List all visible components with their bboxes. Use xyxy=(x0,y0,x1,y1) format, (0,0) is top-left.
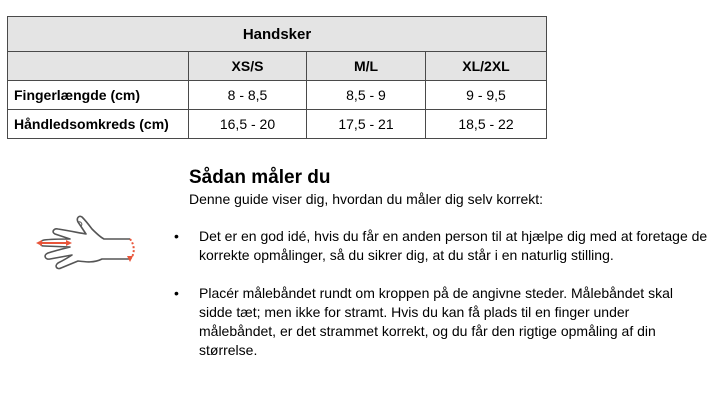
table-cell: 17,5 - 21 xyxy=(307,110,426,139)
table-cell: 18,5 - 22 xyxy=(426,110,547,139)
bullet-icon: • xyxy=(174,285,179,301)
row-label: Håndledsomkreds (cm) xyxy=(8,110,189,139)
guide-list xyxy=(174,227,709,360)
table-cell: 9 - 9,5 xyxy=(426,81,547,110)
list-item xyxy=(174,227,709,265)
measuring-guide xyxy=(174,166,709,379)
row-label: Fingerlængde (cm) xyxy=(8,81,189,110)
size-header: XL/2XL xyxy=(426,52,547,81)
list-item xyxy=(174,284,709,360)
size-table xyxy=(7,16,547,139)
table-cell: 8,5 - 9 xyxy=(307,81,426,110)
header-empty xyxy=(8,52,189,81)
size-header: M/L xyxy=(307,52,426,81)
list-item-text: Det er en god idé, hvis du får en anden person til at hjælpe dig med at foretage de korrekte opmålinger, så du sikrer dig, at du står i en naturlig stilling. xyxy=(199,228,708,263)
list-item-text: Placér målebåndet rundt om kroppen på de angivne steder. Målebåndet skal sidde tæt; men ikke for stramt. Hvis du kan få plads til en finger under målebåndet, er det strammet korrekt, og du får den rigtige opmåling af din størrelse. xyxy=(199,285,673,358)
table-header-row xyxy=(8,52,547,81)
hand-measure-icon xyxy=(34,215,138,277)
table-cell: 16,5 - 20 xyxy=(189,110,307,139)
table-row xyxy=(8,110,547,139)
table-cell: 8 - 8,5 xyxy=(189,81,307,110)
table-title: Handsker xyxy=(8,17,547,52)
guide-intro: Denne guide viser dig, hvordan du måler dig selv korrekt: xyxy=(189,191,544,207)
size-header: XS/S xyxy=(189,52,307,81)
table-row xyxy=(8,81,547,110)
finger-arrow-left-icon xyxy=(36,240,42,246)
guide-heading: Sådan måler du xyxy=(189,167,331,188)
bullet-icon: • xyxy=(174,228,179,244)
table-title-row xyxy=(8,17,547,52)
